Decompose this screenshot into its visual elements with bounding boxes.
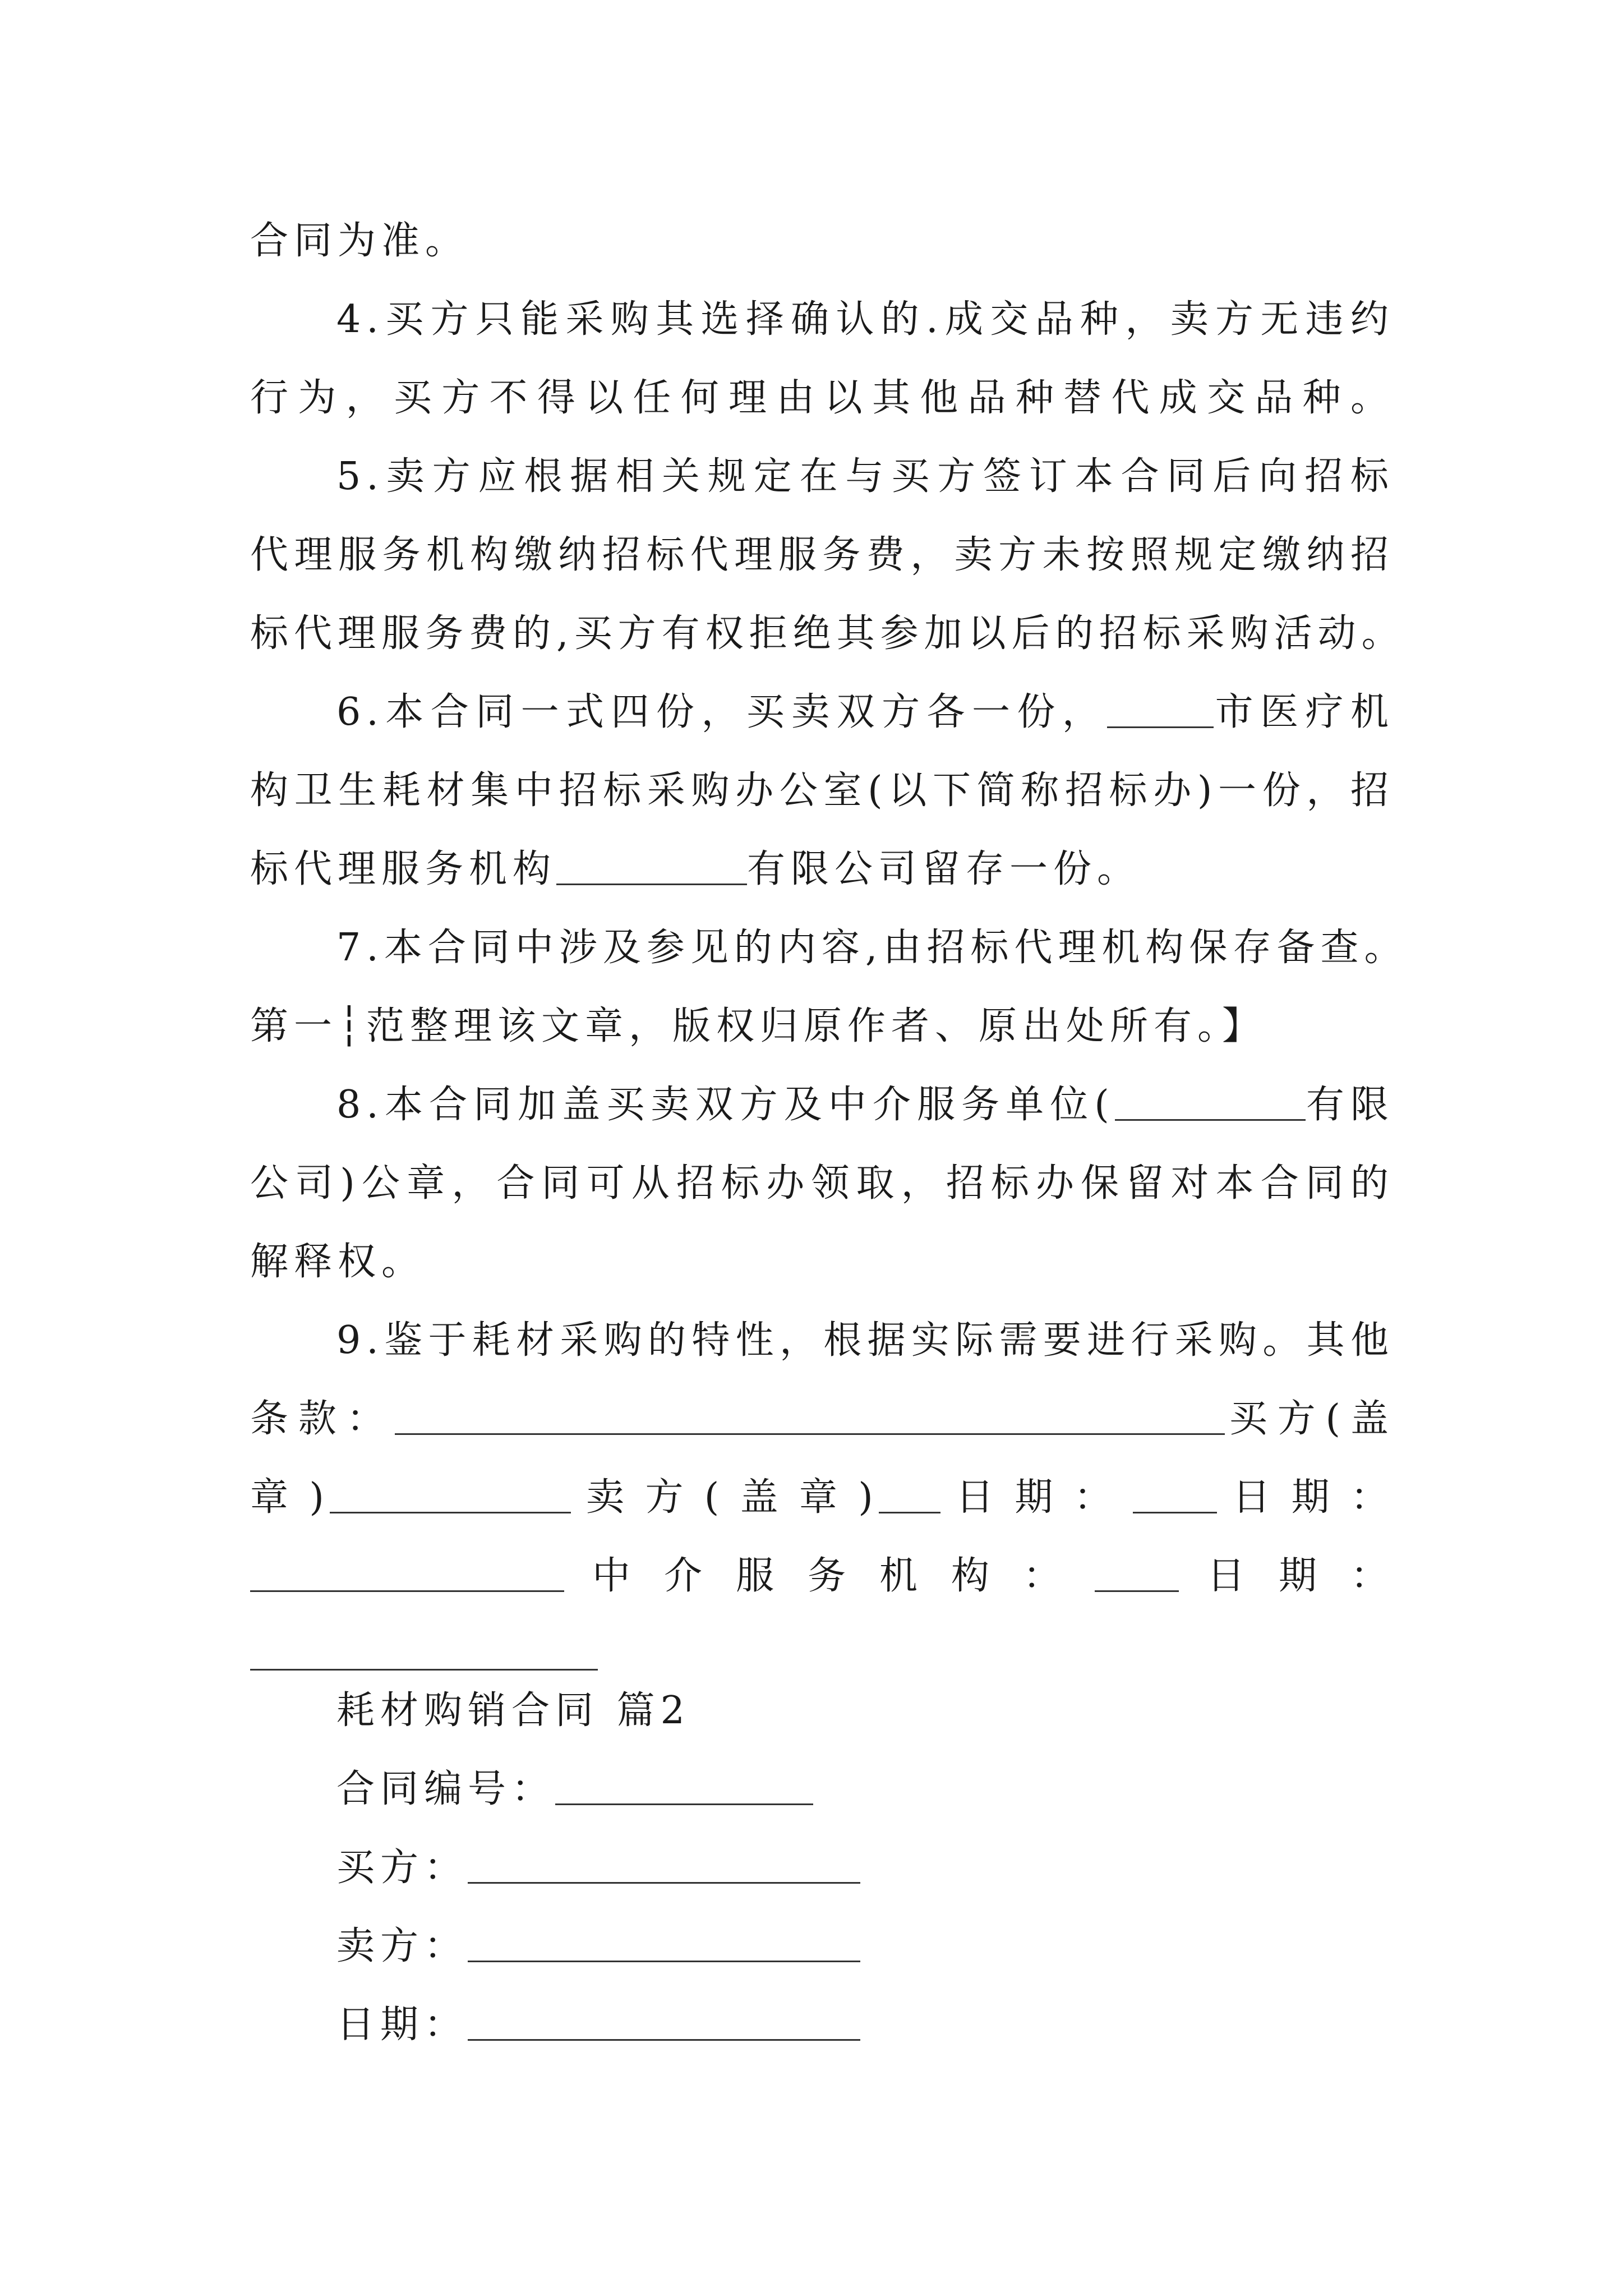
text-span: 市医疗机 — [1214, 690, 1394, 734]
signature-line-2 — [250, 1554, 1394, 1599]
text-span: 6.本合同一式四份，买卖双方各一份， — [336, 690, 1108, 734]
fill-blank — [1133, 1478, 1217, 1513]
text-span: 卖方(盖章) — [570, 1475, 879, 1520]
fill-blank — [468, 1927, 860, 1962]
fill-blank — [555, 1770, 813, 1805]
text-span: 条款： — [250, 1397, 395, 1441]
fill-blank — [1107, 693, 1214, 728]
text-span: 合同为准。 — [250, 219, 469, 263]
signature-line-3 — [250, 1632, 1394, 1677]
text-span: 日期： — [940, 1475, 1133, 1520]
clause-7-line-2: 第一┆范整理该文章，版权归原作者、原出处所有。】 — [250, 1004, 1266, 1048]
fill-blank — [1095, 1557, 1179, 1592]
fill-blank — [1115, 1085, 1306, 1121]
text-line — [250, 219, 1394, 264]
text-span: 章) — [250, 1475, 330, 1520]
text-span: 日期： — [1178, 1554, 1394, 1598]
clause-5-line-1: 5.卖方应根据相关规定在与买方签订本合同后向招标 — [336, 454, 1394, 499]
clause-8-line-1 — [336, 1083, 1394, 1128]
clause-5-line-3: 标代理服务费的,买方有权拒绝其参加以后的招标采购活动。 — [250, 611, 1405, 656]
clause-6-line-1 — [336, 690, 1394, 735]
clause-9-line-1: 9.鉴于耗材采购的特性，根据实际需要进行采购。其他 — [336, 1318, 1394, 1363]
text-span: 8.本合同加盖买卖双方及中介服务单位( — [336, 1083, 1115, 1127]
text-span: 标代理服务机构 — [250, 847, 557, 891]
fill-blank — [250, 1635, 598, 1671]
field-label: 买方： — [336, 1846, 468, 1890]
clause-9-line-2 — [250, 1397, 1394, 1442]
text-span: 有限 — [1305, 1083, 1394, 1127]
text-span: 买方(盖 — [1224, 1397, 1394, 1441]
clause-8-line-2: 公司)公章，合同可从招标办领取，招标办保留对本合同的 — [250, 1161, 1394, 1205]
clause-6-line-3 — [250, 847, 1394, 892]
clause-4-line-1: 4.买方只能采购其选择确认的.成交品种，卖方无违约 — [336, 297, 1394, 342]
fill-blank — [330, 1478, 571, 1513]
fill-blank — [556, 850, 747, 885]
fill-blank — [468, 2005, 860, 2041]
clause-5-line-2: 代理服务机构缴纳招标代理服务费，卖方未按照规定缴纳招 — [250, 533, 1394, 577]
seller-line — [336, 1924, 1394, 1969]
field-label: 日期： — [336, 2003, 468, 2047]
clause-7-line-1: 7.本合同中涉及参见的内容,由招标代理机构保存备查。 — [336, 926, 1408, 970]
text-span: 日期： — [1217, 1475, 1394, 1520]
clause-8-line-3: 解释权。 — [250, 1240, 426, 1284]
field-label: 合同编号： — [336, 1767, 556, 1811]
clause-6-line-2: 构卫生耗材集中招标采购办公室(以下简称招标办)一份，招 — [250, 769, 1394, 813]
fill-blank — [395, 1400, 1225, 1435]
clause-4-line-2: 行为，买方不得以任何理由以其他品种替代成交品种。 — [250, 376, 1394, 420]
fill-blank — [468, 1848, 860, 1884]
section-heading: 耗材购销合同 篇2 — [336, 1688, 690, 1733]
text-span: 有限公司留存一份。 — [747, 847, 1141, 891]
date-line — [336, 2003, 1394, 2047]
contract-number-line — [336, 1767, 1394, 1812]
fill-blank — [250, 1557, 564, 1592]
text-span: 中介服务机构： — [564, 1554, 1095, 1598]
signature-line-1 — [250, 1475, 1394, 1520]
field-label: 卖方： — [336, 1924, 468, 1968]
buyer-line — [336, 1846, 1394, 1890]
fill-blank — [879, 1478, 940, 1513]
